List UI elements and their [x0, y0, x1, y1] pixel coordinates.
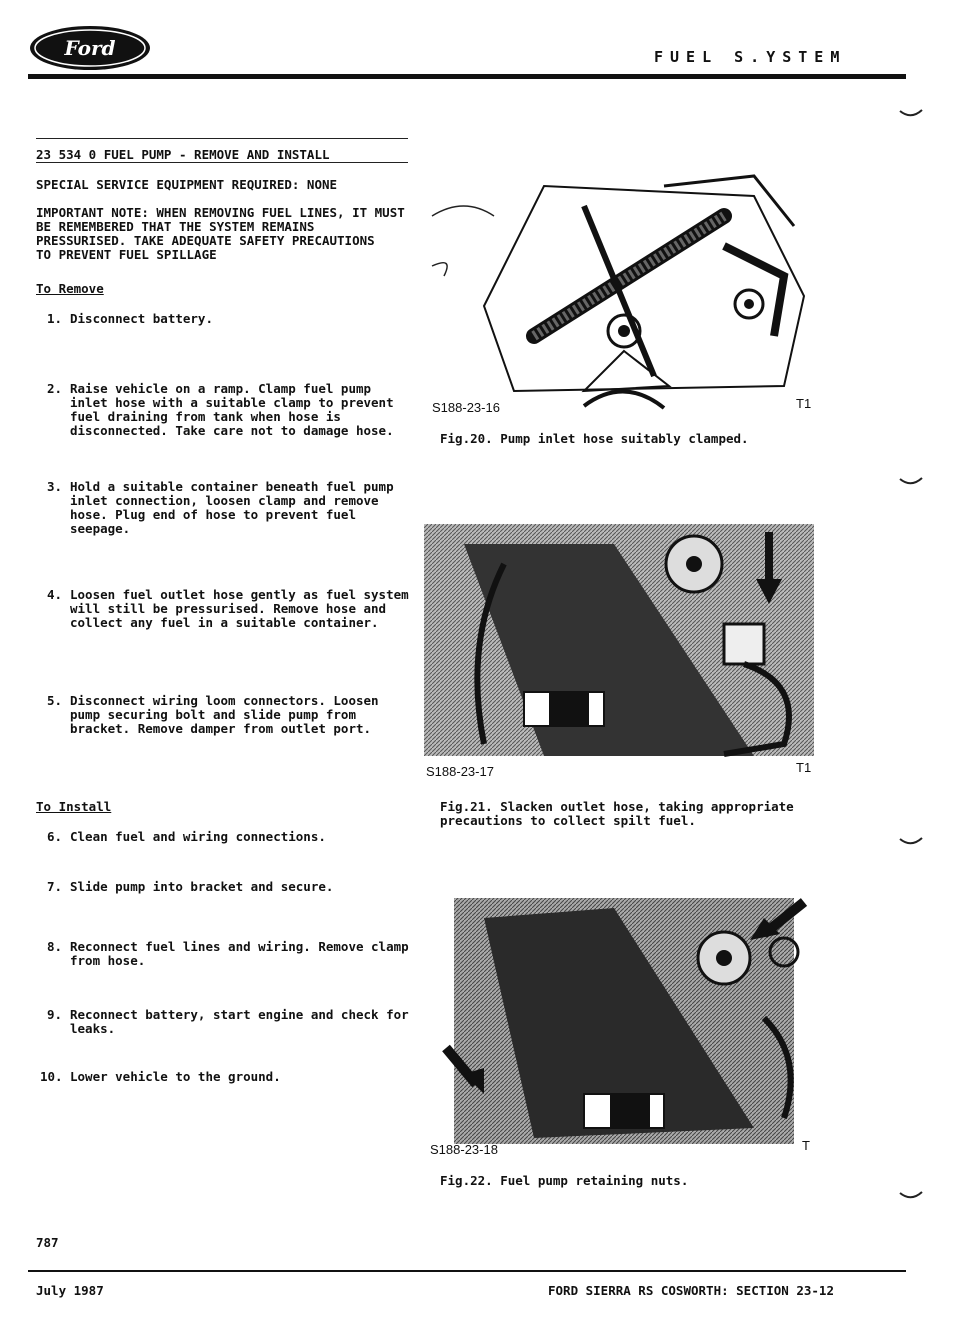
step-number: 5.: [46, 693, 62, 708]
logo-text: Ford: [64, 36, 116, 60]
section-rule-bottom: [36, 162, 408, 163]
figure-21-caption: Fig.21. Slacken outlet hose, taking appropriate precautions to collect spilt fuel.: [440, 799, 794, 828]
special-equipment: SPECIAL SERVICE EQUIPMENT REQUIRED: NONE: [36, 177, 338, 192]
footer-divider: [28, 1270, 906, 1272]
step-number: 3.: [46, 479, 62, 494]
step-1: [40, 312, 420, 326]
figure-mark: T1: [796, 760, 812, 775]
step-4: [40, 588, 420, 630]
step-text: Slide pump into bracket and secure.: [70, 879, 334, 894]
step-number: 10.: [40, 1069, 63, 1084]
step-7: [40, 880, 420, 894]
step-text: Reconnect fuel lines and wiring. Remove clamp from hose.: [70, 939, 409, 968]
step-text: Reconnect battery, start engine and check for leaks.: [70, 1007, 409, 1036]
step-text: Lower vehicle to the ground.: [70, 1069, 281, 1084]
figure-mark: T: [802, 1138, 810, 1153]
step-number: 6.: [46, 829, 62, 844]
margin-tick-icon: [898, 476, 924, 490]
step-9: [40, 1008, 420, 1036]
figure-20-illustration: [424, 156, 814, 416]
step-number: 1.: [46, 311, 62, 326]
step-6: [40, 830, 420, 844]
figure-22-illustration: [424, 888, 814, 1158]
header-divider: [28, 74, 906, 79]
step-8: [40, 940, 420, 968]
footer-date: July 1987: [36, 1283, 104, 1298]
figure-ref: S188-23-16: [432, 400, 500, 415]
page-number: 787: [36, 1235, 59, 1250]
step-number: 8.: [46, 939, 62, 954]
step-2: [40, 382, 420, 438]
install-heading: To Install: [36, 799, 112, 814]
figure-ref: S188-23-17: [426, 764, 494, 779]
step-text: Raise vehicle on a ramp. Clamp fuel pump inlet hose with a suitable clamp to prevent fuel draining from tank when hose is disconnected. Take care not to damage hose.: [70, 381, 394, 438]
remove-heading: To Remove: [36, 281, 104, 296]
step-3: [40, 480, 420, 536]
figure-22-caption: Fig.22. Fuel pump retaining nuts.: [440, 1173, 689, 1188]
step-text: Clean fuel and wiring connections.: [70, 829, 326, 844]
step-text: Loosen fuel outlet hose gently as fuel system will still be pressurised. Remove hose and collect any fuel in a suitable container.: [70, 587, 409, 630]
step-text: Disconnect battery.: [70, 311, 213, 326]
figure-20-caption: Fig.20. Pump inlet hose suitably clamped.: [440, 431, 749, 446]
page-header-title: FUEL S.YSTEM: [654, 48, 847, 66]
step-text: Hold a suitable container beneath fuel pump inlet connection, loosen clamp and remove hose. Plug end of hose to prevent fuel seepage.: [70, 479, 394, 536]
step-number: 4.: [46, 587, 62, 602]
margin-tick-icon: [898, 108, 924, 122]
step-number: 9.: [46, 1007, 62, 1022]
important-note: IMPORTANT NOTE: WHEN REMOVING FUEL LINES, IT MUST BE REMEMBERED THAT THE SYSTEM REMAINS PRESSURISED. TAKE ADEQUATE SAFETY PRECAUTIONS TO PREVENT FUEL SPILLAGE: [36, 205, 405, 262]
footer-manual-section: FORD SIERRA RS COSWORTH: SECTION 23-12: [548, 1283, 834, 1298]
step-text: Disconnect wiring loom connectors. Loosen pump securing bolt and slide pump from bracket. Remove damper from outlet port.: [70, 693, 379, 736]
section-rule-top: [36, 138, 408, 139]
step-5: [40, 694, 420, 736]
figure-21-illustration: [424, 524, 814, 780]
margin-tick-icon: [898, 836, 924, 850]
step-number: 2.: [46, 381, 62, 396]
section-title: 23 534 0 FUEL PUMP - REMOVE AND INSTALL: [36, 147, 330, 162]
step-10: [40, 1070, 420, 1084]
ford-logo: [28, 24, 152, 72]
step-number: 7.: [46, 879, 62, 894]
figure-ref: S188-23-18: [430, 1142, 498, 1157]
figure-mark: T1: [796, 396, 812, 411]
margin-tick-icon: [898, 1190, 924, 1204]
